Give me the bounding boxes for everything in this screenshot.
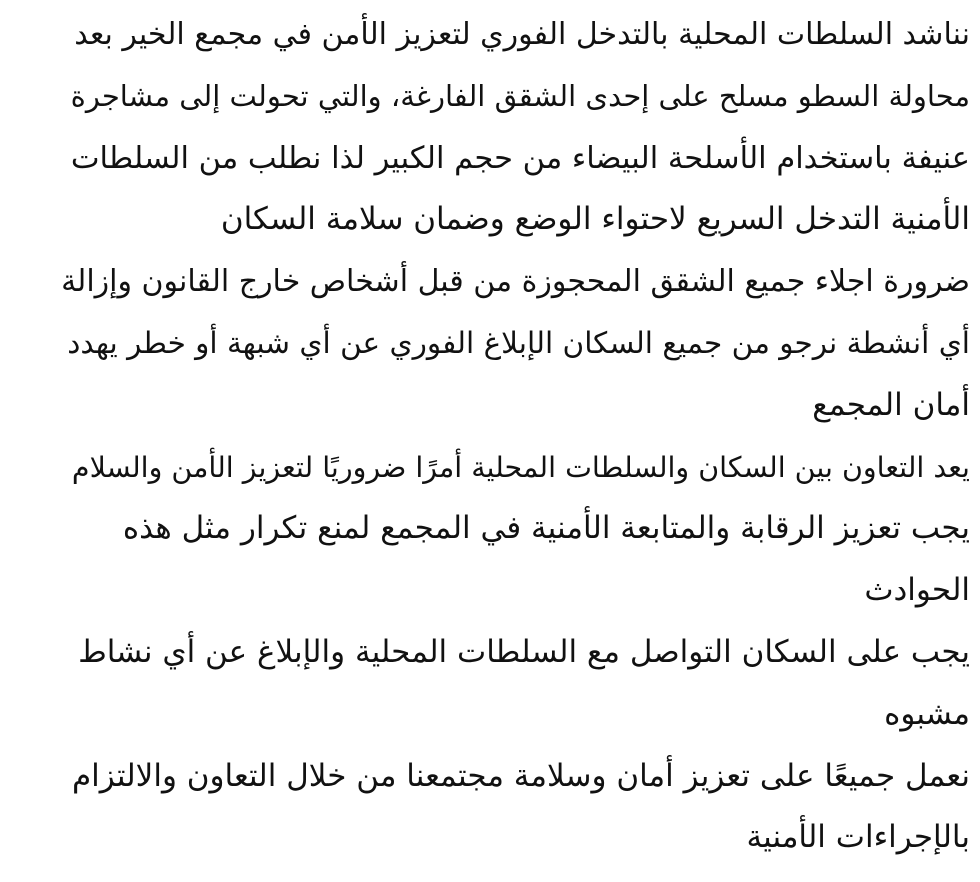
text-line: الحوادث bbox=[864, 572, 970, 609]
text-line: نناشد السلطات المحلية بالتدخل الفوري لتعزيز الأمن في مجمع الخير بعد bbox=[74, 17, 970, 52]
text-line: بالإجراءات الأمنية bbox=[746, 819, 970, 856]
text-line: محاولة السطو مسلح على إحدى الشقق الفارغة، والتي تحولت إلى مشاجرة bbox=[70, 78, 970, 113]
text-line: نعمل جميعًا على تعزيز أمان وسلامة مجتمعنا من خلال التعاون والالتزام bbox=[71, 757, 970, 794]
text-line: عنيفة باستخدام الأسلحة البيضاء من حجم الكبير لذا نطلب من السلطات bbox=[70, 140, 970, 176]
text-line: مشبوه bbox=[884, 695, 970, 732]
text-line: يجب تعزيز الرقابة والمتابعة الأمنية في المجمع لمنع تكرار مثل هذه bbox=[122, 510, 970, 547]
text-line: الأمنية التدخل السريع لاحتواء الوضع وضمان سلامة السكان bbox=[220, 201, 970, 238]
text-line: أمان المجمع bbox=[812, 386, 970, 423]
text-line: أي أنشطة نرجو من جميع السكان الإبلاغ الفوري عن أي شبهة أو خطر يهدد bbox=[67, 325, 970, 360]
text-line: يجب على السكان التواصل مع السلطات المحلية والإبلاغ عن أي نشاط bbox=[78, 633, 970, 670]
text-line: ضرورة اجلاء جميع الشقق المحجوزة من قبل أشخاص خارج القانون وإزالة bbox=[61, 264, 970, 300]
text-line: يعد التعاون بين السكان والسلطات المحلية أمرًا ضروريًا لتعزيز الأمن والسلام bbox=[71, 450, 970, 484]
